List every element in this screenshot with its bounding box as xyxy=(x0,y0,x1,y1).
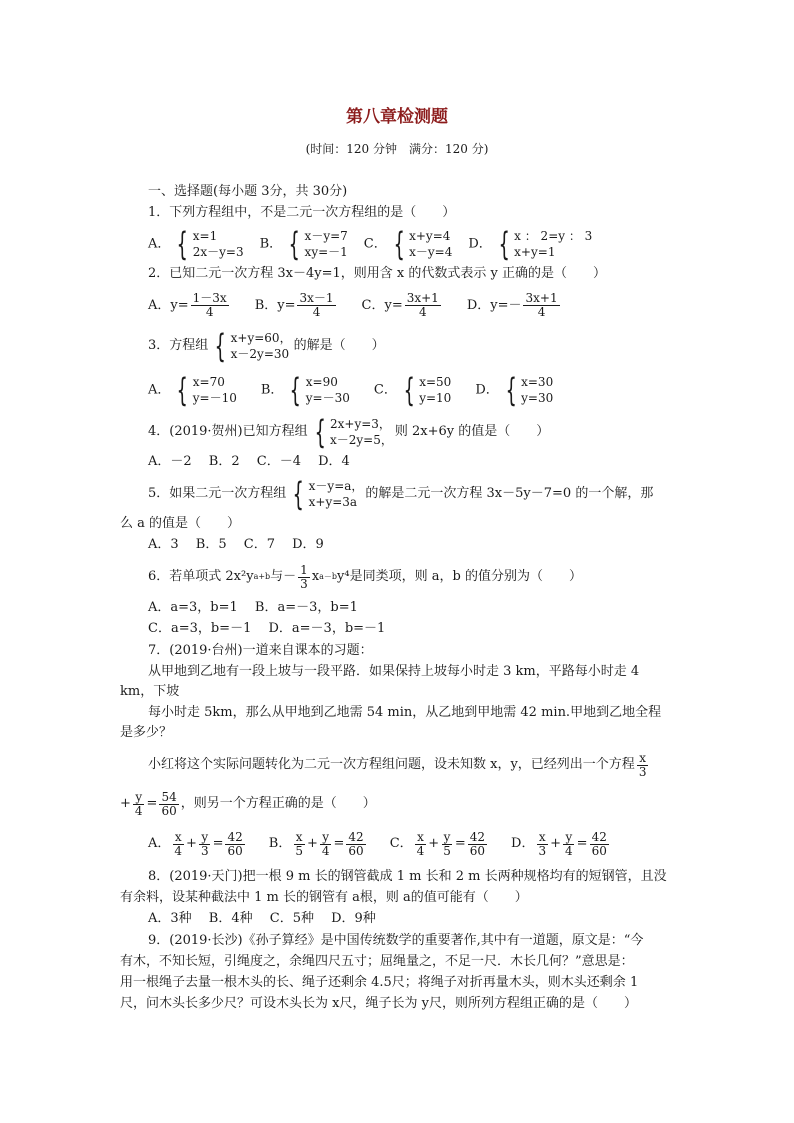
q2-option-a: A．y= $\frac{1-3x}{4}$ xyxy=(148,290,227,319)
q5-options: A．3 B．5 C．7 D．9 xyxy=(148,537,324,552)
q3-option-b: B． { x=90 y=－30 xyxy=(260,371,350,409)
q9-line2: 有木，不知长短，引绳度之，余绳四尺五寸；屈绳量之，不足一尺．木长几何？”意思是： xyxy=(120,954,634,969)
page-title: 第八章检测题 xyxy=(346,107,448,127)
q4-stem: 4．(2019·贺州)已知方程组 { 2x+y=3， x－2y=5， 则 2x+6y 的值是（ ） xyxy=(148,413,550,451)
q7-line7: + $\frac{y}{4}$ = $\frac{54}{60}$ ，则另一个方程正确的是（ ） xyxy=(120,789,376,818)
q9-line4: 尺，问木头长多少尺？可设木头长为 x尺，绳子长为 y尺，则所列方程组正确的是（ ） xyxy=(120,996,637,1011)
q2-stem: 2．已知二元一次方程 3x－4y=1，则用含 x 的代数式表示 y 正确的是（ ） xyxy=(148,266,606,281)
q7-line2: 从甲地到乙地有一段上坡与一段平路．如果保持上坡每小时走 3 km，平路每小时走 4 xyxy=(148,664,640,679)
q5-stem-continued: 么 a 的值是（ ） xyxy=(120,516,241,531)
q3-option-c: C． { x=50 y=10 xyxy=(373,371,452,409)
q3-option-d: D． { x=30 y=30 xyxy=(475,371,554,409)
q6-stem: 6．若单项式 2x²y a+b 与－ $\frac{1}{3}$ x a－b y⁴ 是同类项，则 a，b 的值分别为（ ） xyxy=(148,562,582,591)
page-subtitle: (时间：120 分钟 满分：120 分) xyxy=(305,142,489,156)
q1-option-a: A． { x=1 2x－y=3 xyxy=(148,225,244,263)
q7-options xyxy=(148,827,611,861)
q7-option-d: D． $\frac{x}{3}$ + $\frac{y}{4}$ = $\frac{42}{60}$ xyxy=(511,829,607,858)
q3-option-a: A． { x=70 y=－10 xyxy=(148,371,237,409)
q6-options-row2: C．a=3，b=－1 D．a=－3，b=－1 xyxy=(148,621,386,636)
q2-option-c: C．y= $\frac{3x+1}{4}$ xyxy=(361,290,439,319)
q3-stem: 3．方程组 { x+y=60， x－2y=30 的解是（ ） xyxy=(148,327,385,365)
section-heading: 一、选择题(每小题 3分，共 30分) xyxy=(148,184,348,199)
q9-line1: 9．(2019·长沙)《孙子算经》是中国传统数学的重要著作,其中有一道题，原文是：“今 xyxy=(148,933,644,948)
q5-stem: 5．如果二元一次方程组 { x－y=a， x+y=3a 的解是二元一次方程 3x－5y－7=0 的一个解，那 xyxy=(148,475,654,513)
q7-option-c: C． $\frac{x}{4}$ + $\frac{y}{5}$ = $\frac{42}{60}$ xyxy=(389,829,486,858)
q7-line5: 是多少？ xyxy=(120,725,173,740)
q8-options: A．3种 B．4种 C．5种 D．9种 xyxy=(148,911,376,926)
q7-option-b: B． $\frac{x}{5}$ + $\frac{y}{4}$ = $\frac{42}{60}$ xyxy=(268,829,364,858)
q1-stem: 1．下列方程组中，不是二元一次方程组的是（ ） xyxy=(148,205,456,220)
q4-options: A．－2 B．2 C．－4 D．4 xyxy=(148,454,350,469)
q2-options xyxy=(148,288,562,322)
q7-line4: 每小时走 5km，那么从甲地到乙地需 54 min，从乙地到甲地需 42 min.甲地到乙地全程 xyxy=(148,705,662,720)
q2-option-d: D．y=－ $\frac{3x+1}{4}$ xyxy=(466,290,558,319)
q7-line1: 7．(2019·台州)一道来自课本的习题： xyxy=(148,643,373,658)
q8-line1: 8．(2019·天门)把一根 9 m 长的钢管截成 1 m 长和 2 m 长两种规格均有的短钢管，且没 xyxy=(148,869,667,884)
q1-option-c: C． { x+y=4 x－y=4 xyxy=(363,225,453,263)
q7-option-a: A． $\frac{x}{4}$ + $\frac{y}{3}$ = $\frac{42}{60}$ xyxy=(148,829,243,858)
q1-option-b: B． { x－y=7 xy=－1 xyxy=(259,225,348,263)
q2-option-b: B．y= $\frac{3x-1}{4}$ xyxy=(254,290,334,319)
q1-option-d: D． { x ： 2=y ： 3 x+y=1 xyxy=(468,225,593,263)
q1-options xyxy=(148,226,594,262)
q6-options-row1: A．a=3，b=1 B．a=－3，b=1 xyxy=(148,600,358,615)
q8-line2: 有余料，设某种截法中 1 m 长的钢管有 a根，则 a的值可能有（ ） xyxy=(120,890,528,905)
q9-line3: 用一根绳子去量一根木头的长、绳子还剩余 4.5尺；将绳子对折再量木头，则木头还剩余 1 xyxy=(120,975,639,990)
q7-line3: km，下坡 xyxy=(120,684,180,699)
q3-options xyxy=(148,372,555,408)
q7-line6: 小红将这个实际问题转化为二元一次方程组问题，设未知数 x，y，已经列出一个方程 $\frac{x}{3}$ xyxy=(148,750,647,779)
